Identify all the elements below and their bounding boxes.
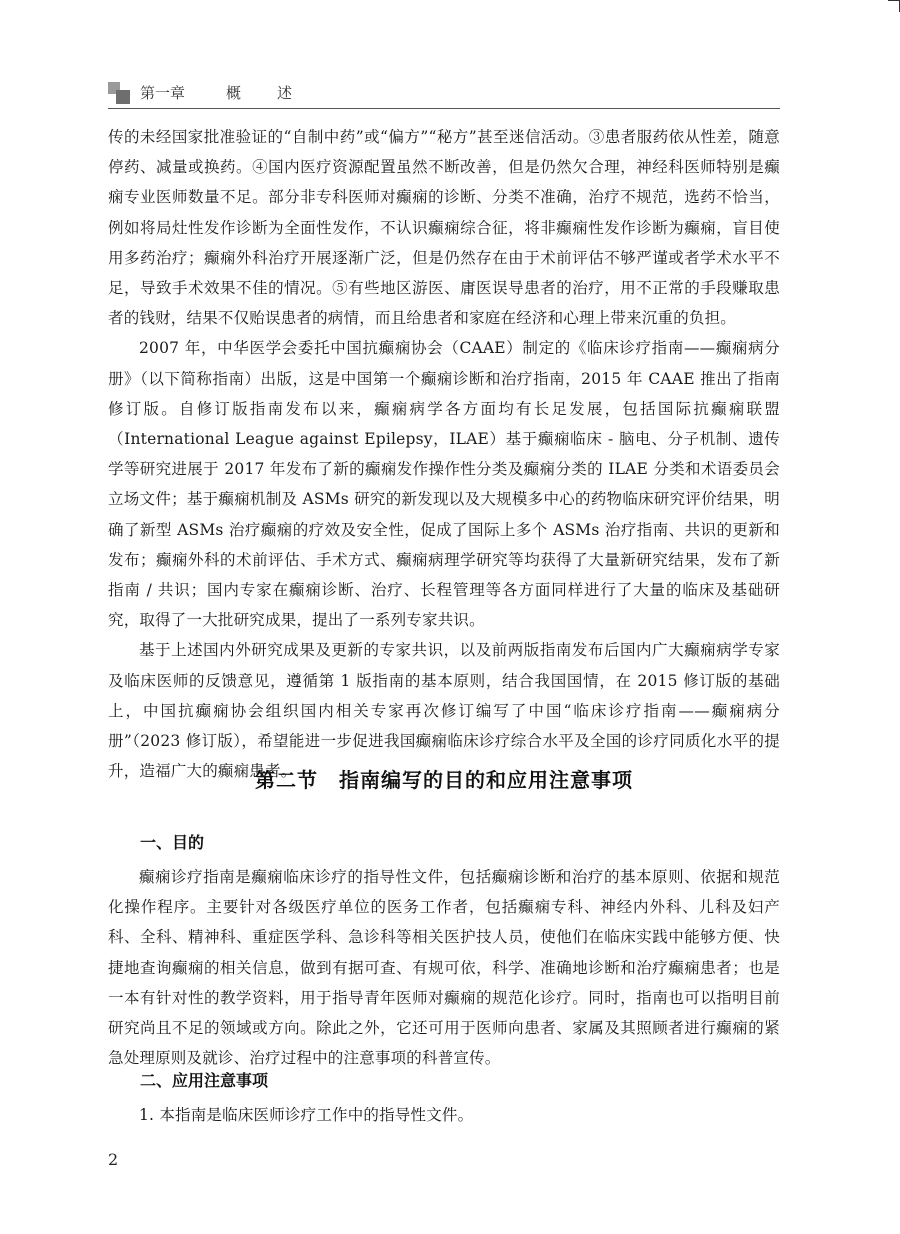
header-chapter-title: 概述 (226, 84, 329, 102)
paragraph-continuation: 传的未经国家批准验证的“自制中药”或“偏方”“秘方”甚至迷信活动。③患者服药依从性差，随意停药、减量或换药。④国内医疗资源配置虽然不断改善，但是仍然欠合理，神经科医师特别是癫痫专业医师数量不足。部分非专科医师对癫痫的诊断、分类不准确，治疗不规范，选药不恰当，例如将局灶性发作诊断为全面性发作，不认识癫痫综合征，将非癫痫性发作诊断为癫痫，盲目使用多药治疗；癫痫外科治疗开展逐渐广泛，但是仍然存在由于术前评估不够严谨或者学术水平不足，导致手术效果不佳的情况。⑤有些地区游医、庸医误导患者的治疗，用不正常的手段赚取患者的钱财，结果不仅贻误患者的病情，而且给患者和家庭在经济和心理上带来沉重的负担。 (108, 128, 780, 328)
purpose-block (108, 862, 780, 1073)
paragraph-purpose: 癫痫诊疗指南是癫痫临床诊疗的指导性文件，包括癫痫诊断和治疗的基本原则、依据和规范化操作程序。主要针对各级医疗单位的医务工作者，包括癫痫专科、神经内外科、儿科及妇产科、全科、精神科、重症医学科、急诊科等相关医护技人员，使他们在临床实践中能够方便、快捷地查询癫痫的相关信息，做到有据可查、有规可依，科学、准确地诊断和治疗癫痫患者；也是一本有针对性的教学资料，用于指导青年医师对癫痫的规范化诊疗。同时，指南也可以指明目前研究尚且不足的领域或方向。除此之外，它还可用于医师向患者、家属及其照顾者进行癫痫的紧急处理原则及就诊、治疗过程中的注意事项的科普宣传。 (108, 868, 780, 1068)
body-text-top (108, 122, 780, 786)
running-header (108, 78, 780, 109)
subsection-heading-purpose: 一、目的 (140, 833, 205, 852)
header-chapter-number: 第一章 (140, 84, 186, 102)
section-heading: 第二节 指南编写的目的和应用注意事项 (255, 768, 633, 792)
paragraph-history: 2007 年，中华医学会委托中国抗癫痫协会（CAAE）制定的《临床诊疗指南——癫痫病分册》（以下简称指南）出版，这是中国第一个癫痫诊断和治疗指南，2015 年 CAAE 推出了指南修订版。自修订版指南发布以来，癫痫病学各方面均有长足发展，包括国际抗癫痫联盟（International League against Epilepsy，ILAE）基于癫痫临床 - 脑电、分子机制、遗传学等研究进展于 2017 年发布了新的癫痫发作操作性分类及癫痫分类的 ILAE 分类和术语委员会立场文件；基于癫痫机制及 ASMs 研究的新发现以及大规模多中心的药物临床研究评价结果，明确了新型 ASMs 治疗癫痫的疗效及安全性，促成了国际上多个 ASMs 治疗指南、共识的更新和发布；癫痫外科的术前评估、手术方式、癫痫病理学研究等均获得了大量新研究结果，发布了新指南 / 共识；国内专家在癫痫诊断、治疗、长程管理等各方面同样进行了大量的临床及基础研究，取得了一大批研究成果，提出了一系列专家共识。 (108, 339, 780, 630)
notes-block (108, 1100, 780, 1130)
crop-corner-mark (888, 0, 900, 12)
subsection-heading-notes: 二、应用注意事项 (140, 1071, 269, 1090)
page-number: 2 (108, 1150, 119, 1169)
notes-item-1: 1. 本指南是临床医师诊疗工作中的指导性文件。 (139, 1106, 474, 1124)
chapter-marker-icon (108, 82, 132, 106)
paragraph-revision: 基于上述国内外研究成果及更新的专家共识，以及前两版指南发布后国内广大癫痫病学专家及临床医师的反馈意见，遵循第 1 版指南的基本原则，结合我国国情，在 2015 修订版的基础上，中国抗癫痫协会组织国内相关专家再次修订编写了中国“临床诊疗指南——癫痫病分册”（2023 修订版），希望能进一步促进我国癫痫临床诊疗综合水平及全国的诊疗同质化水平的提升，造福广大的癫痫患者。 (108, 641, 780, 781)
